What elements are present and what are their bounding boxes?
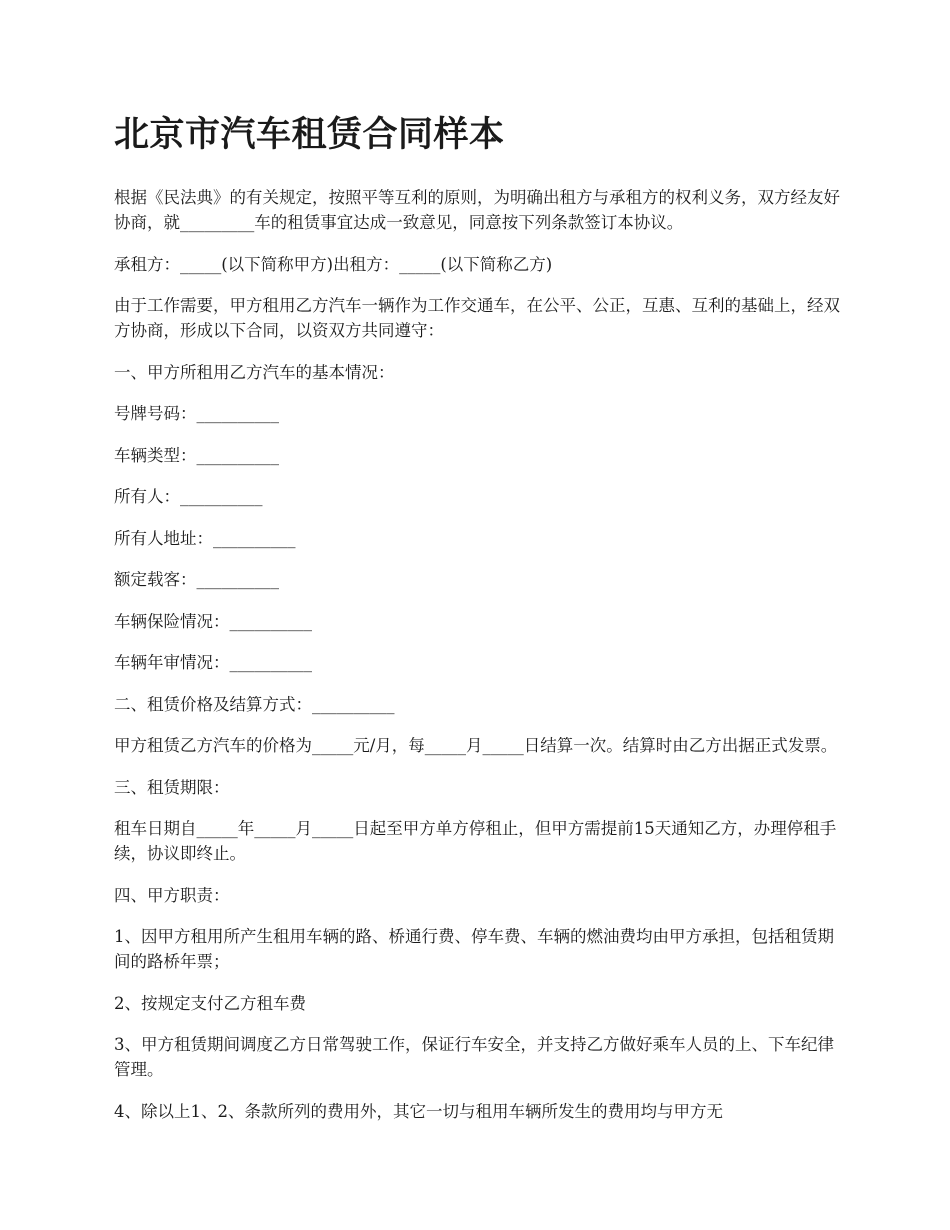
field-vehicle-type: 车辆类型：__________ (114, 445, 279, 465)
document-title: 北京市汽车租赁合同样本 (114, 115, 505, 155)
duty-item-1: 1、因甲方租用所产生租用车辆的路、桥通行费、停车费、车辆的燃油费均由甲方承担，包括租赁期间的路桥年票； (114, 927, 834, 971)
paragraph-price-terms: 甲方租赁乙方汽车的价格为_____元/月，每_____月_____日结算一次。结算时由乙方出据正式发票。 (114, 736, 838, 755)
section-heading-term: 三、租赁期限： (114, 777, 230, 797)
paragraph-purpose: 由于工作需要，甲方租用乙方汽车一辆作为工作交通车，在公平、公正，互惠、互利的基础上，经双方协商，形成以下合同，以资双方共同遵守： (114, 296, 840, 340)
field-plate-number: 号牌号码：__________ (114, 404, 279, 423)
field-annual-inspection: 车辆年审情况：__________ (114, 653, 312, 672)
section-heading-vehicle-info: 一、甲方所租用乙方汽车的基本情况： (114, 362, 395, 382)
field-passenger-capacity: 额定载客：__________ (114, 570, 279, 589)
field-insurance-status: 车辆保险情况：__________ (114, 611, 312, 631)
section-heading-party-a-duties: 四、甲方职责： (114, 885, 230, 905)
duty-item-3: 3、甲方租赁期间调度乙方日常驾驶工作，保证行车安全，并支持乙方做好乘车人员的上、下车纪律管理。 (114, 1035, 834, 1079)
paragraph-term: 租车日期自_____年_____月_____日起至甲方单方停租止，但甲方需提前15天通知乙方，办理停租手续，协议即终止。 (114, 819, 837, 863)
paragraph-preamble: 根据《民法典》的有关规定，按照平等互利的原则，为明确出租方与承租方的权利义务，双方经友好协商，就_________车的租赁事宜达成一致意见，同意按下列条款签订本协议。 (114, 188, 840, 232)
field-owner: 所有人：__________ (114, 487, 263, 506)
duty-item-4: 4、除以上1、2、条款所列的费用外，其它一切与租用车辆所发生的费用均与甲方无 (114, 1101, 723, 1121)
section-heading-price: 二、租赁价格及结算方式：__________ (114, 694, 395, 714)
duty-item-2: 2、按规定支付乙方租车费 (114, 993, 306, 1013)
paragraph-parties: 承租方：_____(以下简称甲方)出租方：_____(以下简称乙方) (114, 254, 553, 274)
field-owner-address: 所有人地址：__________ (114, 528, 296, 548)
